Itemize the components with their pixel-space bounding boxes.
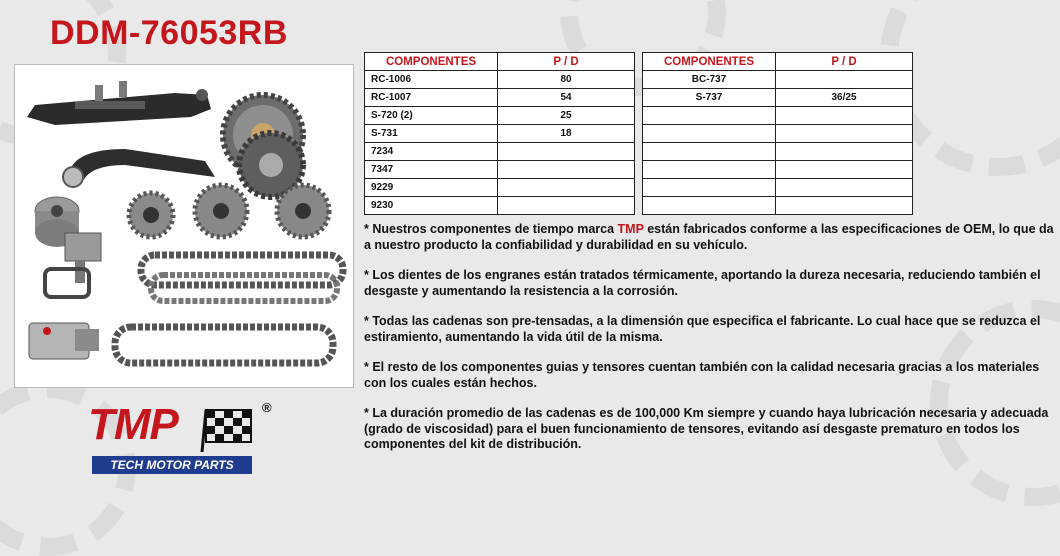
component-cell bbox=[643, 107, 776, 125]
bolt-icon bbox=[119, 81, 127, 97]
table-row bbox=[365, 89, 635, 107]
table-row bbox=[365, 161, 635, 179]
table-row bbox=[365, 125, 635, 143]
components-table-right bbox=[642, 52, 913, 215]
logo-tagline: TECH MOTOR PARTS bbox=[92, 456, 252, 474]
timing-kit-illustration bbox=[15, 65, 353, 387]
hydraulic-tensioner-icon bbox=[65, 233, 101, 283]
column-header-components: COMPONENTES bbox=[365, 53, 498, 71]
components-table-left bbox=[364, 52, 635, 215]
pd-cell bbox=[776, 107, 913, 125]
component-cell: S-731 bbox=[365, 125, 498, 143]
chain-tensioner-icon bbox=[29, 323, 99, 359]
double-sprocket-icon bbox=[223, 95, 303, 197]
component-cell: 7347 bbox=[365, 161, 498, 179]
component-cell: S-720 (2) bbox=[365, 107, 498, 125]
note-text: * Nuestros componentes de tiempo marca bbox=[364, 222, 618, 236]
bolt-icon bbox=[95, 85, 103, 101]
table-row bbox=[643, 179, 913, 197]
component-cell bbox=[643, 197, 776, 215]
table-row bbox=[365, 143, 635, 161]
component-cell: 9230 bbox=[365, 197, 498, 215]
table-row bbox=[365, 179, 635, 197]
table-row bbox=[365, 71, 635, 89]
pd-cell: 25 bbox=[498, 107, 635, 125]
component-cell: 7234 bbox=[365, 143, 498, 161]
table-row bbox=[643, 197, 913, 215]
component-cell bbox=[643, 179, 776, 197]
pd-cell: 54 bbox=[498, 89, 635, 107]
note-oem bbox=[364, 222, 1054, 253]
table-header-row bbox=[365, 53, 635, 71]
page-title: DDM-76053RB bbox=[50, 14, 288, 52]
small-sprocket-icon bbox=[129, 193, 173, 237]
table-row bbox=[643, 89, 913, 107]
table-row bbox=[643, 125, 913, 143]
timing-chain-icon bbox=[115, 327, 333, 363]
component-cell: 9229 bbox=[365, 179, 498, 197]
checkered-flag-icon bbox=[200, 406, 254, 452]
note-sprocket-teeth: * Los dientes de los engranes están tratados térmicamente, aportando la dureza necesaria, reduciendo también el desgaste y aumentando la resistencia a la corrosión. bbox=[364, 268, 1041, 298]
pd-cell bbox=[498, 161, 635, 179]
pd-cell bbox=[498, 143, 635, 161]
table-row bbox=[643, 143, 913, 161]
product-notes bbox=[364, 222, 1054, 468]
component-cell: BC-737 bbox=[643, 71, 776, 89]
note-guides-tensioners: * El resto de los componentes guias y tensores cuentan también con la calidad necesaria gracias a los materiales con los cuales están hechos. bbox=[364, 360, 1040, 390]
note-chains: * Todas las cadenas son pre-tensadas, a la dimensión que especifica el fabricante. Lo cual hace que se reduzca el estiramiento, aumentando la vida útil de la misma. bbox=[364, 314, 1041, 344]
column-header-pd: P / D bbox=[498, 53, 635, 71]
component-cell: RC-1007 bbox=[365, 89, 498, 107]
table-row bbox=[365, 107, 635, 125]
component-cell bbox=[643, 161, 776, 179]
pd-cell: 80 bbox=[498, 71, 635, 89]
pd-cell bbox=[498, 197, 635, 215]
logo-brand-text: TMP bbox=[88, 400, 178, 449]
table-header-row bbox=[643, 53, 913, 71]
note-chain-duration: * La duración promedio de las cadenas es de 100,000 Km siempre y cuando haya lubricación necesaria y adecuada (grado de viscosidad) para el buen funcionamiento de tensores, evitando así desgaste prematuro en todos los componentes del kit de distribución. bbox=[364, 406, 1049, 451]
pd-cell: 18 bbox=[498, 125, 635, 143]
column-header-components: COMPONENTES bbox=[643, 53, 776, 71]
pd-cell bbox=[498, 179, 635, 197]
timing-chain-icon bbox=[141, 255, 343, 301]
pd-cell bbox=[776, 197, 913, 215]
tensioner-arm-icon bbox=[69, 149, 215, 181]
component-cell: S-737 bbox=[643, 89, 776, 107]
note-text: están fabricados conforme a las especificaciones de OEM, lo que da a nuestro producto la confiabilidad y durabilidad en su vehículo. bbox=[364, 222, 1054, 252]
pd-cell bbox=[776, 143, 913, 161]
pd-cell bbox=[776, 161, 913, 179]
small-sprocket-icon bbox=[195, 185, 247, 237]
table-row bbox=[643, 107, 913, 125]
pd-cell bbox=[776, 125, 913, 143]
bolt-icon bbox=[196, 89, 208, 101]
pd-cell bbox=[776, 71, 913, 89]
pd-cell bbox=[776, 179, 913, 197]
tmp-logo bbox=[88, 400, 288, 480]
table-row bbox=[365, 197, 635, 215]
component-cell bbox=[643, 125, 776, 143]
registered-mark: ® bbox=[262, 400, 272, 415]
table-row bbox=[643, 161, 913, 179]
pd-cell: 36/25 bbox=[776, 89, 913, 107]
component-cell bbox=[643, 143, 776, 161]
note-brand: TMP bbox=[617, 222, 644, 236]
component-cell: RC-1006 bbox=[365, 71, 498, 89]
column-header-pd: P / D bbox=[776, 53, 913, 71]
small-sprocket-icon bbox=[277, 185, 329, 237]
product-photo-panel bbox=[14, 64, 354, 388]
table-row bbox=[643, 71, 913, 89]
